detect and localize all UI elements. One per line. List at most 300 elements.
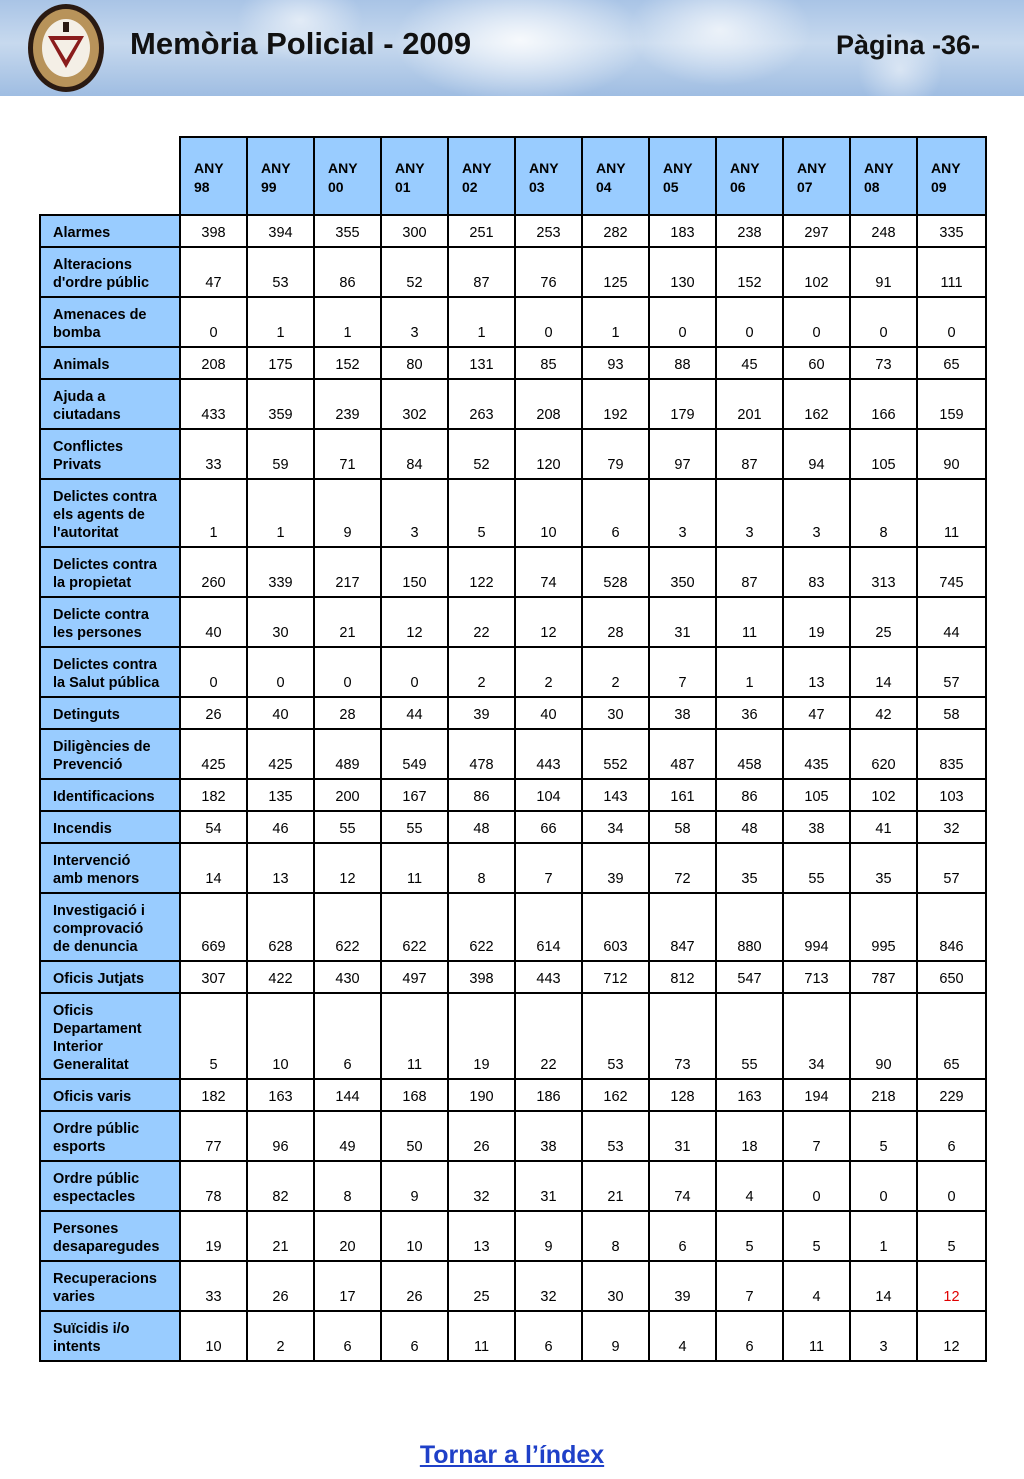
table-cell: 628 <box>247 893 314 961</box>
table-row <box>40 1111 986 1161</box>
column-header <box>381 137 448 215</box>
table-row <box>40 1261 986 1311</box>
table-cell: 57 <box>917 843 986 893</box>
row-label-line: Oficis varis <box>53 1089 132 1105</box>
table-cell: 182 <box>180 1079 247 1111</box>
row-label-line: desaparegudes <box>53 1239 160 1255</box>
table-cell: 478 <box>448 729 515 779</box>
table-cell: 1 <box>247 479 314 547</box>
table-cell: 11 <box>716 597 783 647</box>
table-cell: 2 <box>582 647 649 697</box>
column-header <box>649 137 716 215</box>
row-label <box>40 779 180 811</box>
table-cell: 19 <box>448 993 515 1079</box>
table-cell: 7 <box>649 647 716 697</box>
row-label <box>40 729 180 779</box>
row-label-line: Diligències de <box>53 739 151 755</box>
column-header-prefix: ANY <box>261 160 291 176</box>
column-header-year: 01 <box>395 179 411 195</box>
table-row <box>40 1161 986 1211</box>
row-label-line: Oficis <box>53 1003 94 1019</box>
table-cell: 86 <box>716 779 783 811</box>
row-label <box>40 843 180 893</box>
table-cell: 880 <box>716 893 783 961</box>
table-row <box>40 1079 986 1111</box>
row-label <box>40 597 180 647</box>
table-cell: 10 <box>180 1311 247 1361</box>
table-row <box>40 779 986 811</box>
table-cell: 22 <box>515 993 582 1079</box>
table-cell: 175 <box>247 347 314 379</box>
table-cell: 787 <box>850 961 917 993</box>
table-cell: 190 <box>448 1079 515 1111</box>
table-cell: 104 <box>515 779 582 811</box>
table-cell: 12 <box>381 597 448 647</box>
row-label-line: Identificacions <box>53 789 155 805</box>
row-label-line: Delictes contra <box>53 489 157 505</box>
table-cell: 14 <box>180 843 247 893</box>
table-cell: 994 <box>783 893 850 961</box>
row-label <box>40 429 180 479</box>
table-row <box>40 647 986 697</box>
table-cell: 25 <box>850 597 917 647</box>
table-cell: 11 <box>381 993 448 1079</box>
table-cell: 159 <box>917 379 986 429</box>
table-cell: 238 <box>716 215 783 247</box>
table-cell: 13 <box>247 843 314 893</box>
table-cell: 8 <box>314 1161 381 1211</box>
table-row <box>40 215 986 247</box>
table-cell: 812 <box>649 961 716 993</box>
table-cell: 84 <box>381 429 448 479</box>
table-row <box>40 379 986 429</box>
table-cell: 26 <box>247 1261 314 1311</box>
column-header-year: 05 <box>663 179 679 195</box>
table-cell: 31 <box>649 1111 716 1161</box>
column-header-prefix: ANY <box>730 160 760 176</box>
table-cell: 40 <box>515 697 582 729</box>
column-header <box>850 137 917 215</box>
column-header-prefix: ANY <box>864 160 894 176</box>
row-label-line: Detinguts <box>53 707 120 723</box>
table-row <box>40 347 986 379</box>
row-label <box>40 811 180 843</box>
column-header-prefix: ANY <box>797 160 827 176</box>
table-cell: 28 <box>314 697 381 729</box>
row-label <box>40 647 180 697</box>
table-cell: 359 <box>247 379 314 429</box>
row-label-line: Incendis <box>53 821 112 837</box>
table-cell: 3 <box>381 479 448 547</box>
table-cell: 5 <box>850 1111 917 1161</box>
column-header-prefix: ANY <box>462 160 492 176</box>
table-cell: 0 <box>180 647 247 697</box>
column-header <box>448 137 515 215</box>
table-cell: 12 <box>917 1311 986 1361</box>
table-cell: 846 <box>917 893 986 961</box>
table-cell: 7 <box>783 1111 850 1161</box>
row-label-line: Generalitat <box>53 1057 129 1073</box>
table-cell: 44 <box>917 597 986 647</box>
row-label <box>40 247 180 297</box>
table-cell: 30 <box>582 1261 649 1311</box>
table-cell: 2 <box>247 1311 314 1361</box>
table-body <box>40 215 986 1361</box>
column-header-year: 08 <box>864 179 880 195</box>
table-cell: 248 <box>850 215 917 247</box>
table-cell: 39 <box>448 697 515 729</box>
row-label-line: de denuncia <box>53 939 138 955</box>
table-cell: 0 <box>716 297 783 347</box>
row-label-line: Oficis Jutjats <box>53 971 145 987</box>
table-cell: 6 <box>314 1311 381 1361</box>
table-cell: 53 <box>582 993 649 1079</box>
table-cell: 21 <box>247 1211 314 1261</box>
table-cell: 71 <box>314 429 381 479</box>
row-label <box>40 993 180 1079</box>
table-cell: 5 <box>716 1211 783 1261</box>
table-cell: 60 <box>783 347 850 379</box>
table-cell: 59 <box>247 429 314 479</box>
table-cell: 0 <box>783 297 850 347</box>
table-cell: 650 <box>917 961 986 993</box>
table-row <box>40 597 986 647</box>
table-cell: 622 <box>381 893 448 961</box>
row-label-line: Alarmes <box>53 225 111 241</box>
table-cell: 1 <box>314 297 381 347</box>
column-header-year: 09 <box>931 179 947 195</box>
table-cell: 22 <box>448 597 515 647</box>
table-cell: 38 <box>649 697 716 729</box>
table-cell: 0 <box>515 297 582 347</box>
table-cell: 39 <box>582 843 649 893</box>
table-cell: 26 <box>180 697 247 729</box>
column-header-year: 04 <box>596 179 612 195</box>
table-cell: 263 <box>448 379 515 429</box>
table-cell: 1 <box>850 1211 917 1261</box>
table-cell: 5 <box>917 1211 986 1261</box>
table-row <box>40 1211 986 1261</box>
table-cell: 251 <box>448 215 515 247</box>
table-cell: 430 <box>314 961 381 993</box>
table-cell: 18 <box>716 1111 783 1161</box>
table-cell: 3 <box>783 479 850 547</box>
table-cell: 46 <box>247 811 314 843</box>
table-cell: 14 <box>850 1261 917 1311</box>
table-cell: 182 <box>180 779 247 811</box>
table-row <box>40 729 986 779</box>
column-header-prefix: ANY <box>931 160 961 176</box>
row-label <box>40 547 180 597</box>
column-header <box>716 137 783 215</box>
row-label-line: Conflictes <box>53 439 124 455</box>
table-cell: 35 <box>850 843 917 893</box>
table-cell: 39 <box>649 1261 716 1311</box>
table-cell: 52 <box>448 429 515 479</box>
table-cell: 5 <box>448 479 515 547</box>
table-cell: 53 <box>247 247 314 297</box>
table-cell: 622 <box>314 893 381 961</box>
row-label <box>40 379 180 429</box>
table-cell: 835 <box>917 729 986 779</box>
table-cell: 55 <box>783 843 850 893</box>
table-cell: 297 <box>783 215 850 247</box>
table-cell: 307 <box>180 961 247 993</box>
back-to-index-link[interactable]: Tornar a l’índex <box>419 1441 605 1469</box>
table-corner <box>40 137 180 215</box>
row-label <box>40 297 180 347</box>
table-cell: 144 <box>314 1079 381 1111</box>
table-cell: 128 <box>649 1079 716 1111</box>
table-cell: 10 <box>247 993 314 1079</box>
row-label-line: Delictes contra <box>53 557 157 573</box>
row-label-line: espectacles <box>53 1189 136 1205</box>
table-cell: 12 <box>314 843 381 893</box>
row-label-line: les persones <box>53 625 142 641</box>
table-cell: 73 <box>649 993 716 1079</box>
column-header <box>515 137 582 215</box>
table-cell: 5 <box>783 1211 850 1261</box>
table-cell: 9 <box>515 1211 582 1261</box>
table-cell: 0 <box>314 647 381 697</box>
table-cell: 0 <box>850 1161 917 1211</box>
table-cell: 161 <box>649 779 716 811</box>
column-header-prefix: ANY <box>395 160 425 176</box>
table-cell: 712 <box>582 961 649 993</box>
table-cell: 443 <box>515 729 582 779</box>
table-cell: 6 <box>917 1111 986 1161</box>
table-cell: 80 <box>381 347 448 379</box>
table-cell: 111 <box>917 247 986 297</box>
table-cell: 49 <box>314 1111 381 1161</box>
table-row <box>40 547 986 597</box>
table-cell: 422 <box>247 961 314 993</box>
table-cell: 31 <box>515 1161 582 1211</box>
table-cell: 21 <box>314 597 381 647</box>
table-cell: 85 <box>515 347 582 379</box>
table-cell: 86 <box>448 779 515 811</box>
table-cell: 208 <box>515 379 582 429</box>
table-row <box>40 961 986 993</box>
table-cell: 4 <box>783 1261 850 1311</box>
table-cell: 36 <box>716 697 783 729</box>
row-label-line: els agents de <box>53 507 145 523</box>
table-cell: 57 <box>917 647 986 697</box>
table-cell: 0 <box>917 297 986 347</box>
row-label-line: Prevenció <box>53 757 123 773</box>
row-label-line: Interior <box>53 1039 103 1055</box>
table-cell: 394 <box>247 215 314 247</box>
table-cell: 9 <box>314 479 381 547</box>
table-cell: 35 <box>716 843 783 893</box>
table-cell: 97 <box>649 429 716 479</box>
table-cell: 11 <box>381 843 448 893</box>
table-cell: 5 <box>180 993 247 1079</box>
police-emblem-icon <box>26 2 106 94</box>
row-label <box>40 961 180 993</box>
table-cell: 218 <box>850 1079 917 1111</box>
table-cell: 497 <box>381 961 448 993</box>
table-cell: 425 <box>180 729 247 779</box>
row-label <box>40 1211 180 1261</box>
table-cell: 0 <box>381 647 448 697</box>
row-label-line: d'ordre públic <box>53 275 150 291</box>
column-header-prefix: ANY <box>529 160 559 176</box>
table-cell: 1 <box>716 647 783 697</box>
row-label <box>40 1079 180 1111</box>
table-cell: 28 <box>582 597 649 647</box>
table-cell: 78 <box>180 1161 247 1211</box>
table-cell: 6 <box>649 1211 716 1261</box>
table-cell: 7 <box>716 1261 783 1311</box>
table-cell: 30 <box>582 697 649 729</box>
table-cell: 168 <box>381 1079 448 1111</box>
table-cell: 152 <box>314 347 381 379</box>
table-cell: 47 <box>783 697 850 729</box>
table-cell: 8 <box>448 843 515 893</box>
table-cell: 94 <box>783 429 850 479</box>
table-cell: 103 <box>917 779 986 811</box>
table-cell: 458 <box>716 729 783 779</box>
table-cell: 847 <box>649 893 716 961</box>
row-label-line: Privats <box>53 457 102 473</box>
table-cell: 282 <box>582 215 649 247</box>
table-cell: 183 <box>649 215 716 247</box>
table-cell: 31 <box>649 597 716 647</box>
table-cell: 83 <box>783 547 850 597</box>
column-header <box>582 137 649 215</box>
table-cell: 11 <box>448 1311 515 1361</box>
table-row <box>40 697 986 729</box>
table-cell: 65 <box>917 347 986 379</box>
table-cell: 41 <box>850 811 917 843</box>
table-cell: 48 <box>716 811 783 843</box>
table-cell: 0 <box>247 647 314 697</box>
table-cell: 25 <box>448 1261 515 1311</box>
table-cell: 6 <box>582 479 649 547</box>
table-cell: 82 <box>247 1161 314 1211</box>
table-cell: 355 <box>314 215 381 247</box>
column-header-year: 99 <box>261 179 277 195</box>
page-number: Pàgina -36- <box>836 30 981 60</box>
row-label <box>40 697 180 729</box>
table-cell: 12 <box>515 597 582 647</box>
table-cell: 19 <box>783 597 850 647</box>
column-header-prefix: ANY <box>596 160 626 176</box>
table-cell: 9 <box>582 1311 649 1361</box>
row-label-line: Animals <box>53 357 110 373</box>
table-cell: 253 <box>515 215 582 247</box>
row-label <box>40 1261 180 1311</box>
table-cell: 21 <box>582 1161 649 1211</box>
table-cell: 54 <box>180 811 247 843</box>
table-cell: 300 <box>381 215 448 247</box>
table-cell: 42 <box>850 697 917 729</box>
table-cell: 7 <box>515 843 582 893</box>
row-label-line: Delicte contra <box>53 607 149 623</box>
table-cell: 302 <box>381 379 448 429</box>
table-cell: 38 <box>515 1111 582 1161</box>
row-label-line: amb menors <box>53 871 140 887</box>
table-cell: 150 <box>381 547 448 597</box>
table-cell: 32 <box>448 1161 515 1211</box>
table-cell: 1 <box>582 297 649 347</box>
row-label-line: Departament <box>53 1021 142 1037</box>
column-header <box>247 137 314 215</box>
table-cell: 217 <box>314 547 381 597</box>
table-cell: 528 <box>582 547 649 597</box>
table-cell: 52 <box>381 247 448 297</box>
table-cell: 239 <box>314 379 381 429</box>
table-cell: 26 <box>381 1261 448 1311</box>
table-cell: 603 <box>582 893 649 961</box>
row-label-line: Intervenció <box>53 853 131 869</box>
table-cell: 6 <box>314 993 381 1079</box>
table-cell: 1 <box>247 297 314 347</box>
row-label-line: Persones <box>53 1221 119 1237</box>
statistics-table <box>39 136 987 1362</box>
table-cell: 167 <box>381 779 448 811</box>
table-cell: 163 <box>716 1079 783 1111</box>
table-cell: 339 <box>247 547 314 597</box>
table-cell: 0 <box>649 297 716 347</box>
table-cell: 66 <box>515 811 582 843</box>
column-header-prefix: ANY <box>328 160 358 176</box>
table-cell: 55 <box>314 811 381 843</box>
table-cell: 2 <box>448 647 515 697</box>
table-row <box>40 297 986 347</box>
column-header-year: 98 <box>194 179 210 195</box>
table-cell: 489 <box>314 729 381 779</box>
table-cell: 2 <box>515 647 582 697</box>
table-cell: 102 <box>783 247 850 297</box>
table-cell: 40 <box>180 597 247 647</box>
table-cell: 11 <box>917 479 986 547</box>
table-row <box>40 993 986 1079</box>
table-cell: 58 <box>649 811 716 843</box>
table-cell: 58 <box>917 697 986 729</box>
row-label <box>40 1311 180 1361</box>
table-cell: 32 <box>515 1261 582 1311</box>
table-cell: 14 <box>850 647 917 697</box>
row-label-line: Amenaces de <box>53 307 147 323</box>
table-cell: 105 <box>850 429 917 479</box>
table-cell: 433 <box>180 379 247 429</box>
row-label-line: la propietat <box>53 575 132 591</box>
table-cell: 72 <box>649 843 716 893</box>
table-cell: 12 <box>917 1261 986 1311</box>
table-cell: 200 <box>314 779 381 811</box>
table-row <box>40 893 986 961</box>
table-cell: 398 <box>180 215 247 247</box>
table-cell: 93 <box>582 347 649 379</box>
table-cell: 40 <box>247 697 314 729</box>
table-cell: 48 <box>448 811 515 843</box>
table-cell: 4 <box>716 1161 783 1211</box>
table-cell: 38 <box>783 811 850 843</box>
table-cell: 73 <box>850 347 917 379</box>
column-header-prefix: ANY <box>194 160 224 176</box>
table-cell: 91 <box>850 247 917 297</box>
table-cell: 44 <box>381 697 448 729</box>
table-cell: 6 <box>381 1311 448 1361</box>
table-cell: 552 <box>582 729 649 779</box>
row-label-line: l'autoritat <box>53 525 119 541</box>
table-cell: 87 <box>448 247 515 297</box>
table-cell: 33 <box>180 1261 247 1311</box>
row-label-line: Ordre públic <box>53 1171 140 1187</box>
table-cell: 17 <box>314 1261 381 1311</box>
